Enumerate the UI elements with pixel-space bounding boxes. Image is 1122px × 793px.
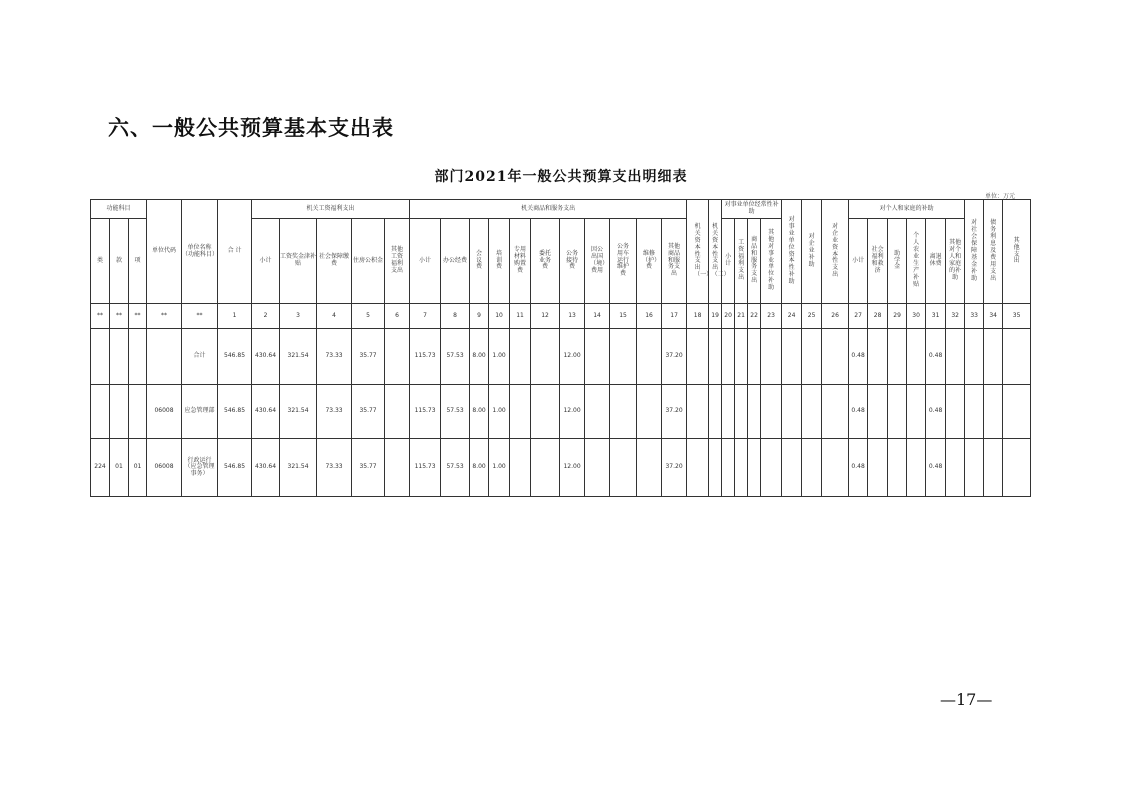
cell-name: 行政运行（应急管理事务） — [182, 439, 218, 497]
header-capital1: 机关资本性支出（一） — [687, 200, 709, 304]
header-goods-office: 办公经费 — [441, 219, 470, 304]
cell-empty — [782, 439, 802, 497]
cell-empty — [822, 385, 849, 439]
cell-salary-other — [385, 439, 410, 497]
cell-empty — [735, 385, 748, 439]
header-goods-subtotal: 小计 — [410, 219, 441, 304]
cell-goods-other: 37.20 — [662, 385, 687, 439]
cell-empty — [709, 439, 722, 497]
cell-xiang — [129, 329, 147, 385]
header-individual: 对个人和家庭的补助 — [849, 200, 965, 219]
index-cell: 14 — [585, 304, 610, 329]
header-salary-social: 社会保障缴费 — [317, 219, 352, 304]
cell-goods-training: 1.00 — [489, 329, 510, 385]
cell-empty — [722, 329, 735, 385]
cell-empty — [802, 329, 822, 385]
index-cell: 13 — [560, 304, 585, 329]
index-cell: 29 — [888, 304, 907, 329]
index-cell: 23 — [761, 304, 782, 329]
cell-empty — [946, 439, 965, 497]
cell-empty — [1003, 385, 1031, 439]
cell-total: 546.85 — [218, 385, 252, 439]
cell-empty — [868, 439, 888, 497]
cell-ind-retire: 0.48 — [926, 439, 946, 497]
cell-xiang: 01 — [129, 439, 147, 497]
cell-goods-vehicle — [610, 439, 637, 497]
cell-goods-meeting: 8.00 — [470, 385, 489, 439]
header-ind-welfare: 社会福利和救济 — [868, 219, 888, 304]
table-title: 部门2021年一般公共预算支出明细表 — [434, 169, 688, 185]
cell-salary-housing: 35.77 — [352, 385, 385, 439]
index-cell: 28 — [868, 304, 888, 329]
cell-salary-social: 73.33 — [317, 439, 352, 497]
cell-salary-social: 73.33 — [317, 329, 352, 385]
cell-ind-subtotal: 0.48 — [849, 329, 868, 385]
header-salary-subtotal: 小计 — [252, 219, 280, 304]
cell-goods-subtotal: 115.73 — [410, 439, 441, 497]
header-goods-vehicle: 公务用车运行维护费 — [610, 219, 637, 304]
cell-goods-office: 57.53 — [441, 385, 470, 439]
unit-label: 单位：万元 — [985, 193, 1016, 200]
cell-empty — [687, 329, 709, 385]
header-public-inst: 对事业单位经常性补助 — [722, 200, 782, 219]
cell-goods-material — [510, 329, 531, 385]
cell-kuan — [110, 385, 129, 439]
cell-empty — [722, 439, 735, 497]
header-ind-retire: 离退休费 — [926, 219, 946, 304]
index-cell: 16 — [637, 304, 662, 329]
cell-goods-abroad — [585, 439, 610, 497]
index-cell: 17 — [662, 304, 687, 329]
index-cell: 20 — [722, 304, 735, 329]
index-cell: 27 — [849, 304, 868, 329]
cell-empty — [782, 385, 802, 439]
header-goods-other: 其他商品和服务支出 — [662, 219, 687, 304]
cell-empty — [1003, 329, 1031, 385]
index-cell: 21 — [735, 304, 748, 329]
cell-empty — [722, 385, 735, 439]
cell-empty — [802, 439, 822, 497]
index-cell: 18 — [687, 304, 709, 329]
cell-empty — [946, 329, 965, 385]
index-cell: 19 — [709, 304, 722, 329]
header-salary-wage: 工资奖金津补贴 — [280, 219, 317, 304]
cell-empty — [907, 385, 926, 439]
header-debt: 债务利息及费用支出 — [984, 200, 1003, 304]
index-cell: 12 — [531, 304, 560, 329]
index-cell: 34 — [984, 304, 1003, 329]
index-cell: 6 — [385, 304, 410, 329]
header-other: 其他支出 — [1003, 200, 1031, 304]
header-goods-abroad: 因公出国（境）费用 — [585, 219, 610, 304]
cell-goods-vehicle — [610, 329, 637, 385]
header-public-inst-capital: 对事业单位资本性补助 — [782, 200, 802, 304]
cell-code: 06008 — [147, 439, 182, 497]
header-total: 合 计 — [218, 200, 252, 304]
cell-ind-retire: 0.48 — [926, 385, 946, 439]
index-cell: 22 — [748, 304, 761, 329]
index-cell: 35 — [1003, 304, 1031, 329]
header-enterprise-capital: 对企业资本性支出 — [822, 200, 849, 304]
cell-empty — [748, 439, 761, 497]
cell-goods-abroad — [585, 385, 610, 439]
cell-salary-wage: 321.54 — [280, 329, 317, 385]
cell-empty — [984, 439, 1003, 497]
table-row — [91, 329, 1031, 385]
index-cell: ** — [147, 304, 182, 329]
index-cell: 5 — [352, 304, 385, 329]
cell-empty — [709, 385, 722, 439]
cell-goods-meeting: 8.00 — [470, 439, 489, 497]
cell-empty — [1003, 439, 1031, 497]
cell-empty — [802, 385, 822, 439]
cell-goods-maintenance — [637, 329, 662, 385]
header-goods-meeting: 会议费 — [470, 219, 489, 304]
cell-goods-commission — [531, 385, 560, 439]
cell-total: 546.85 — [218, 439, 252, 497]
cell-goods-meeting: 8.00 — [470, 329, 489, 385]
header-enterprise: 对企业补助 — [802, 200, 822, 304]
header-goods-material: 专用材料购置费 — [510, 219, 531, 304]
header-ind-subtotal: 小计 — [849, 219, 868, 304]
cell-goods-material — [510, 439, 531, 497]
header-goods-training: 培训费 — [489, 219, 510, 304]
cell-goods-commission — [531, 329, 560, 385]
cell-empty — [868, 329, 888, 385]
cell-salary-subtotal: 430.64 — [252, 439, 280, 497]
budget-table — [90, 199, 1031, 497]
header-unit-code: 单位代码 — [147, 200, 182, 304]
header-pi-salary: 工资福利支出 — [735, 219, 748, 304]
header-xiang: 项 — [129, 219, 147, 304]
header-ind-farm: 个人农业生产补贴 — [907, 219, 926, 304]
index-cell: 7 — [410, 304, 441, 329]
index-cell: 3 — [280, 304, 317, 329]
index-cell: 2 — [252, 304, 280, 329]
cell-empty — [965, 385, 984, 439]
header-pi-other: 其他对事业单位补助 — [761, 219, 782, 304]
cell-lei — [91, 329, 110, 385]
cell-empty — [709, 329, 722, 385]
cell-goods-office: 57.53 — [441, 439, 470, 497]
header-func-subject: 功能科目 — [91, 200, 147, 219]
index-cell: ** — [129, 304, 147, 329]
header-capital2: 机关资本性支出（二） — [709, 200, 722, 304]
cell-empty — [687, 385, 709, 439]
cell-empty — [888, 385, 907, 439]
cell-empty — [984, 385, 1003, 439]
index-cell: 32 — [946, 304, 965, 329]
table-row — [91, 385, 1031, 439]
cell-empty — [748, 329, 761, 385]
index-cell: 4 — [317, 304, 352, 329]
header-lei: 类 — [91, 219, 110, 304]
cell-goods-abroad — [585, 329, 610, 385]
cell-empty — [888, 439, 907, 497]
cell-code: 06008 — [147, 385, 182, 439]
cell-goods-material — [510, 385, 531, 439]
cell-code — [147, 329, 182, 385]
page-number: —17— — [940, 690, 993, 709]
cell-empty — [868, 385, 888, 439]
cell-goods-maintenance — [637, 439, 662, 497]
header-goods-reception: 公务接待费 — [560, 219, 585, 304]
cell-goods-other: 37.20 — [662, 329, 687, 385]
cell-ind-subtotal: 0.48 — [849, 385, 868, 439]
cell-salary-housing: 35.77 — [352, 329, 385, 385]
cell-empty — [822, 329, 849, 385]
cell-total: 546.85 — [218, 329, 252, 385]
header-goods: 机关商品和服务支出 — [410, 200, 687, 219]
cell-salary-housing: 35.77 — [352, 439, 385, 497]
cell-salary-subtotal: 430.64 — [252, 329, 280, 385]
cell-goods-training: 1.00 — [489, 385, 510, 439]
cell-empty — [965, 329, 984, 385]
header-social-security: 对社会保障基金补助 — [965, 200, 984, 304]
cell-empty — [907, 439, 926, 497]
cell-empty — [946, 385, 965, 439]
index-cell: ** — [182, 304, 218, 329]
table-row — [91, 439, 1031, 497]
cell-empty — [888, 329, 907, 385]
cell-goods-commission — [531, 439, 560, 497]
index-cell: ** — [91, 304, 110, 329]
cell-empty — [748, 385, 761, 439]
cell-kuan — [110, 329, 129, 385]
cell-goods-vehicle — [610, 385, 637, 439]
index-cell: 10 — [489, 304, 510, 329]
cell-salary-other — [385, 329, 410, 385]
index-cell: 9 — [470, 304, 489, 329]
index-cell: 15 — [610, 304, 637, 329]
cell-name: 应急管理部 — [182, 385, 218, 439]
cell-goods-subtotal: 115.73 — [410, 329, 441, 385]
cell-goods-maintenance — [637, 385, 662, 439]
cell-salary-other — [385, 385, 410, 439]
cell-goods-reception: 12.00 — [560, 439, 585, 497]
cell-empty — [907, 329, 926, 385]
cell-empty — [687, 439, 709, 497]
index-cell: 8 — [441, 304, 470, 329]
cell-name: 合计 — [182, 329, 218, 385]
header-pi-subtotal: 小计 — [722, 219, 735, 304]
cell-empty — [984, 329, 1003, 385]
cell-empty — [761, 439, 782, 497]
header-salary-other: 其他工资福利支出 — [385, 219, 410, 304]
cell-xiang — [129, 385, 147, 439]
cell-salary-wage: 321.54 — [280, 439, 317, 497]
cell-lei — [91, 385, 110, 439]
cell-empty — [782, 329, 802, 385]
cell-goods-training: 1.00 — [489, 439, 510, 497]
cell-goods-office: 57.53 — [441, 329, 470, 385]
header-salary-housing: 住房公积金 — [352, 219, 385, 304]
cell-kuan: 01 — [110, 439, 129, 497]
header-goods-commission: 委托业务费 — [531, 219, 560, 304]
header-unit-name: 单位名称（功能科目） — [182, 200, 218, 304]
cell-empty — [761, 329, 782, 385]
index-cell: 25 — [802, 304, 822, 329]
header-pi-goods: 商品和服务支出 — [748, 219, 761, 304]
cell-empty — [735, 329, 748, 385]
cell-ind-subtotal: 0.48 — [849, 439, 868, 497]
index-cell: 26 — [822, 304, 849, 329]
index-cell: 24 — [782, 304, 802, 329]
index-cell: 33 — [965, 304, 984, 329]
cell-lei: 224 — [91, 439, 110, 497]
index-cell: 30 — [907, 304, 926, 329]
cell-goods-reception: 12.00 — [560, 329, 585, 385]
header-ind-scholarship: 助学金 — [888, 219, 907, 304]
header-ind-other: 其他对个人和家庭的补助 — [946, 219, 965, 304]
index-cell: ** — [110, 304, 129, 329]
cell-empty — [761, 385, 782, 439]
cell-empty — [822, 439, 849, 497]
index-cell: 1 — [218, 304, 252, 329]
cell-salary-subtotal: 430.64 — [252, 385, 280, 439]
cell-goods-subtotal: 115.73 — [410, 385, 441, 439]
index-cell: 11 — [510, 304, 531, 329]
cell-salary-wage: 321.54 — [280, 385, 317, 439]
index-row — [91, 304, 1031, 329]
cell-empty — [965, 439, 984, 497]
cell-salary-social: 73.33 — [317, 385, 352, 439]
header-goods-maintenance: 维修（护）费 — [637, 219, 662, 304]
cell-ind-retire: 0.48 — [926, 329, 946, 385]
index-cell: 31 — [926, 304, 946, 329]
header-salary: 机关工资福利支出 — [252, 200, 410, 219]
cell-empty — [735, 439, 748, 497]
section-heading: 六、一般公共预算基本支出表 — [108, 116, 394, 140]
cell-goods-reception: 12.00 — [560, 385, 585, 439]
cell-goods-other: 37.20 — [662, 439, 687, 497]
header-kuan: 款 — [110, 219, 129, 304]
